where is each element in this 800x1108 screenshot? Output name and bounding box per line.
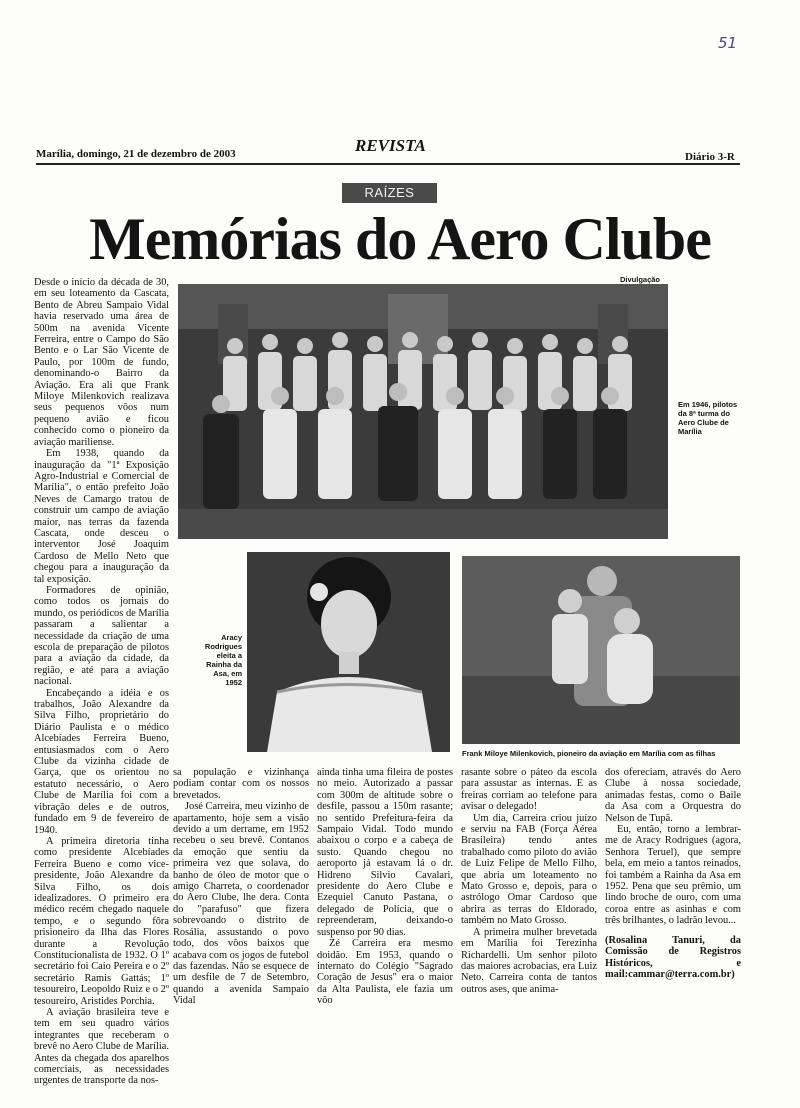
- paragraph: sa população e vizinhança podiam contar com os nossos brevetados.: [173, 767, 309, 801]
- header-rule: [36, 163, 740, 165]
- paragraph: A aviação brasileira teve e tem em seu quadro vários integrantes que receberam o brevê no Aero Clube de Marília. Antes da chegada dos aparelhos comerciais, as necessidades urgentes de transporte da nos-: [34, 1007, 169, 1087]
- paragraph: A primeira diretoria tinha como presidente Alcebíades Ferreira Bueno e como vice-presidente, João Alexandre da Silva Filho, os dois idealizadores. O primeiro era médico recém chegado naquele tempo, e o segundo fôra prisioneiro da Ilha das Flores durante a Revolução Constitucionalista de 1932. O 1º secretário foi Caio Pereira e o 2º secretário Ramis Gattás; 1º tesoureiro, Leopoldo Ruiz e o 2º tesoureiro, Aristides Porchia.: [34, 835, 169, 1007]
- paragraph: A primeira mulher brevetada em Marília foi Terezinha Richardelli. Um senhor piloto das maiores acrobacias, era Luiz Neto. Carreira conta de tantos outros ases, que anima-: [461, 926, 597, 995]
- dateline: Marília, domingo, 21 de dezembro de 2003: [36, 148, 236, 160]
- paragraph: Zé Carreira era mesmo doidão. Em 1953, quando o internato do Colégio "Sagrado Coração de Jesus" era o maior da Alta Paulista, ele fazia um vôo: [317, 938, 453, 1007]
- author-signature: (Rosalina Tanuri, da Comissão de Registros Históricos, e mail:cammar@terra.com.br): [605, 934, 741, 980]
- paragraph: Desde o início da década de 30, em seu loteamento da Cascata, Bento de Abreu Sampaio Vidal havia reservado uma área de 500m na avenida Vicente Ferreira, entre o Campo do São Bento e o Lar São Vicente de Paulo, por 100m de fundo, denominando-o Bairro da Aviação. Era ali que Frank Miloye Milenkovich realizava seus pequenos vôos num pequeno avião e ficou conhecido como o pioneiro da aviação mariliense.: [34, 277, 169, 448]
- handwritten-page-number: 51: [718, 34, 738, 52]
- article-column-2: [173, 767, 309, 1007]
- paragraph: José Carreira, meu vizinho de apartamento, hoje sem a visão devido a um derrame, em 1952 recebeu o seu brevê. Contanos da emoção que sentiu da primeira vez que solava, do banho de óleo de motor que o amigo Charreta, o coordenador do Aero Clube, lhe dera. Conta do "parafuso" que fizera sobrevoando o distrito de Rosália, assustando o povo todo, dos vôos baixos que acabava com os jogos de futebol das fazendas. Não se esquece de um desfile de 7 de Setembro, quando a avenida Sampaio Vidal: [173, 801, 309, 1007]
- paragraph: Encabeçando a idéia e os trabalhos, João Alexandre da Silva Filho, proprietário do Diário Paulista e o médico Alcebíades Ferreira Bueno, entusiasmados com o Aero Clube da vizinha cidade de Garça, que os orientou no estatuto necessário, o Aero Clube de Marília foi com a vibração deles e de outros, fundado em 9 de fevereiro de 1940.: [34, 687, 169, 836]
- paragraph: Formadores de opinião, como todos os jornais do mundo, os periódicos de Marília passaram a salientar a necessidade da criação de uma escola de preparação de pilotos para a aviação da cidade, da região, e até para a aviação nacional.: [34, 584, 169, 688]
- portrait-caption: Aracy Rodrigues eleita a Rainha da Asa, em 1952: [204, 633, 242, 687]
- family-photo: [462, 556, 740, 744]
- paragraph: rasante sobre o páteo da escola para assustar as internas. E as freiras corriam ao telefone para avisar o delegado!: [461, 767, 597, 813]
- article-column-5: [605, 767, 741, 980]
- group-photo-caption: Em 1946, pilotos da 8ª turma do Aero Clube de Marília: [678, 400, 738, 436]
- portrait-photo: [247, 552, 450, 752]
- article-column-4: [461, 767, 597, 995]
- paragraph: Um dia, Carreira criou juízo e serviu na FAB (Força Aérea Brasileira) tendo antes trabalhado como piloto do avião de Luiz Felipe de Mello Filho, que abria um loteamento no Mato Grosso e, depois, para o astrólogo Omar Cardoso que abrira as terras do Eldorado, também no Mato Grosso.: [461, 812, 597, 927]
- article-column-1: [34, 277, 169, 1087]
- group-photo: [178, 284, 668, 539]
- page-identifier: Diário 3-R: [685, 151, 735, 163]
- family-photo-caption: Frank Miloye Milenkovich, pioneiro da aviação em Marília com as filhas: [462, 749, 716, 758]
- paragraph: ainda tinha uma fileira de postes no meio. Autorizado a passar com 300m de altitude sobre o desfile, passou a 150m rasante; no sentido Prefeitura-feira da Sampaio Vidal. Todo mundo abaixou o corpo e a cabeça de susto. Quando chegou no aeroporto já estavam lá o dr. Hidreno Silvio Cavalari, presidente do Aero Clube e Ezequiel Canuto Pastana, o delegado de Polícia, que o repreenderam, deixando-o suspenso por 90 dias.: [317, 767, 453, 938]
- category-tag: RAÍZES: [342, 183, 437, 203]
- section-title: REVISTA: [355, 136, 426, 155]
- paragraph: dos ofereciam, através do Aero Clube à nossa sociedade, animadas festas, como o Baile da Asa com a Orquestra do Nelson de Tupã.: [605, 767, 741, 824]
- photo-credit: Divulgação: [620, 275, 661, 284]
- headline: Memórias do Aero Clube: [89, 206, 711, 272]
- paragraph: Em 1938, quando da inauguração da "1ª Exposição Agro-Industrial e Comercial de Marília", o então prefeito João Neves de Camargo tratou de construir um campo de aviação maior, nas terras da fazenda Cascata, onde desceu o interventor José Joaquim Cardoso de Mello Neto que chegou para a inauguração da tal exposição.: [34, 448, 169, 585]
- paragraph: Eu, então, torno a lembrar-me de Aracy Rodrigues (agora, Senhora Teruel), que sempre bela, em meio a tantos reinados, foi também a Rainha da Asa em 1952. Pena que seu prêmio, um lindo broche de ouro, com uma coroa entre as asinhas e com três brilhantes, o ladrão levou...: [605, 824, 741, 927]
- article-column-3: [317, 767, 453, 1007]
